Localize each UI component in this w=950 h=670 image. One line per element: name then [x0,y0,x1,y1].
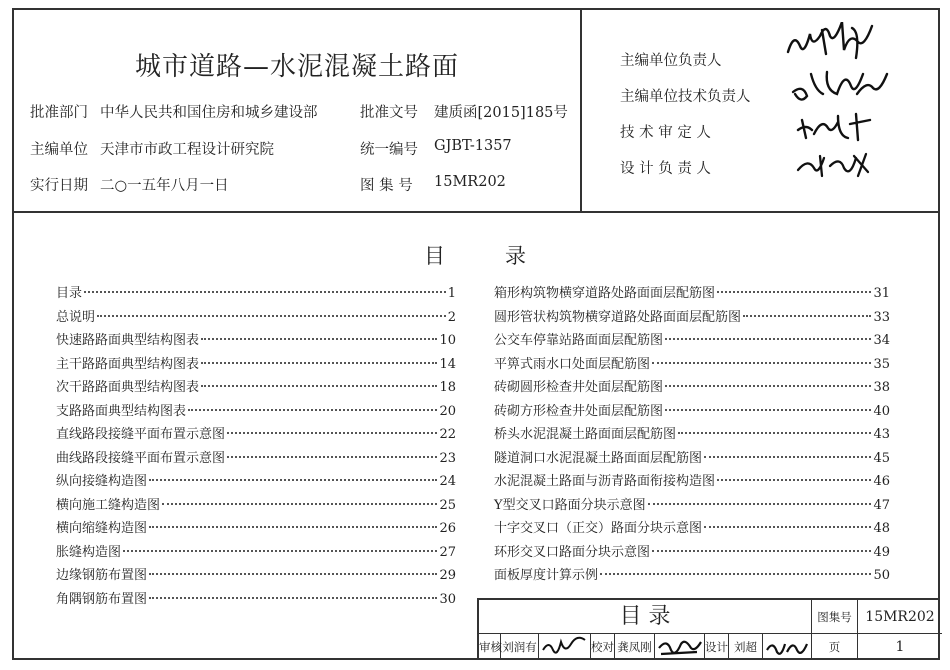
check-label: 校对 [591,634,615,660]
toc-dot-leader [665,385,871,387]
role-chief-unit-head: 主编单位负责人 [620,53,722,69]
toc-entry[interactable] [56,423,456,447]
toc-entry[interactable] [494,541,890,565]
toc-entry[interactable] [56,400,456,424]
toc-entry-page: 24 [439,474,456,489]
design-label: 设计 [705,634,729,660]
toc-entry[interactable] [56,564,456,588]
toc-entry-title: 纵向接缝构造图 [56,474,148,489]
design-name: 刘超 [729,634,763,660]
toc-dot-leader [201,338,437,340]
toc-entry-title: 边缘钢筋布置图 [56,568,148,583]
review-signature-cell [539,634,591,660]
toc-entry-title: 水泥混凝土路面与沥青路面衔接构造图 [494,474,716,489]
atlas-no-value-tb: 15MR202 [858,600,942,634]
handwritten-signature-4 [794,148,884,184]
toc-dot-leader [227,432,437,434]
toc-entry-page: 48 [873,521,890,536]
toc-entry-title: 胀缝构造图 [56,544,122,560]
toc-entry-title: 目录 [56,286,83,301]
toc-entry[interactable] [494,447,890,471]
toc-entry-page: 10 [439,333,456,348]
page-label: 页 [812,634,858,660]
toc-entry[interactable] [56,541,456,565]
title-block [477,598,940,660]
toc-dot-leader [652,550,871,552]
responsible-persons-panel [582,8,940,213]
toc-entry[interactable] [494,517,890,541]
toc-entry[interactable] [56,306,456,330]
toc-entry[interactable] [56,376,456,400]
toc-entry[interactable] [494,400,890,424]
toc-left-column [56,282,456,611]
atlas-no-label-tb: 图集号 [812,600,858,634]
toc-entry-page: 46 [873,474,890,489]
toc-dot-leader [704,456,871,458]
check-signature-cell [655,634,705,660]
review-signature [539,634,591,660]
toc-dot-leader [665,338,871,340]
approve-no-value: 建质函[2015]185号 [434,105,568,121]
toc-dot-leader [97,315,446,317]
toc-entry-page: 26 [439,521,456,536]
review-label: 审核 [479,634,501,660]
toc-entry-page: 25 [439,497,456,513]
toc-entry-title: 角隅钢筋布置图 [56,591,148,607]
toc-dot-leader [149,526,437,528]
toc-entry-title: 桥头水泥混凝土路面面层配筋图 [494,427,677,442]
toc-entry-page: 20 [439,403,456,419]
toc-entry-page: 49 [873,544,890,560]
toc-dot-leader [162,503,437,505]
toc-entry-title: 砖砌圆形检查井处面层配筋图 [494,380,664,395]
atlas-title: 城市道路—水泥混凝土路面 [134,52,459,82]
toc-entry-title: 隧道洞口水泥混凝土路面面层配筋图 [494,450,703,466]
atlas-no-value: 15MR202 [434,174,506,190]
toc-entry-page: 14 [439,356,456,372]
toc-right-column [494,282,890,588]
toc-dot-leader [149,597,437,599]
toc-entry-title: 总说明 [56,309,96,325]
toc-dot-leader [717,291,871,293]
toc-entry[interactable] [56,282,456,306]
toc-entry-page: 38 [873,380,890,395]
toc-dot-leader [652,362,871,364]
toc-entry-title: Y型交叉口路面分块示意图 [494,497,646,513]
toc-entry-page: 2 [447,309,456,325]
toc-dot-leader [678,432,871,434]
toc-entry-title: 环形交叉口路面分块示意图 [494,544,651,560]
toc-entry[interactable] [494,329,890,353]
toc-entry[interactable] [494,494,890,518]
toc-entry-page: 43 [873,427,890,442]
handwritten-signature-2 [787,64,897,108]
toc-entry-page: 18 [439,380,456,395]
role-design-head: 设 计 负 责 人 [620,161,711,177]
toc-entry-page: 31 [873,286,890,301]
unified-no-label: 统一编号 [360,142,418,158]
toc-entry-page: 47 [873,497,890,513]
toc-entry-title: 砖砌方形检查井处面层配筋图 [494,403,664,419]
toc-dot-leader [227,456,437,458]
design-signature [763,634,812,660]
role-technical-reviewer: 技 术 审 定 人 [620,125,711,141]
toc-entry[interactable] [494,353,890,377]
toc-entry-title: 横向施工缝构造图 [56,497,161,513]
toc-entry-title: 平箅式雨水口处面层配筋图 [494,356,651,372]
page-number: 1 [895,639,905,655]
toc-entry-title: 横向缩缝构造图 [56,521,148,536]
toc-dot-leader [84,291,446,293]
toc-entry-title: 支路路面典型结构图表 [56,403,187,419]
toc-dot-leader [600,573,871,575]
toc-entry[interactable] [56,494,456,518]
drawing-name: 目 录 [479,600,812,634]
toc-entry-title: 曲线路段接缝平面布置示意图 [56,450,226,466]
toc-entry-page: 35 [873,356,890,372]
atlas-no-label: 图 集 号 [360,178,413,194]
approve-no-label: 批准文号 [360,105,418,121]
toc-dot-leader [149,479,437,481]
toc-entry[interactable] [56,588,456,612]
toc-dot-leader [188,409,437,411]
editor-unit-value: 天津市市政工程设计研究院 [100,142,274,158]
toc-heading-char-2: 录 [505,244,526,268]
toc-dot-leader [717,479,871,481]
unified-no-value: GJBT-1357 [434,138,512,154]
role-chief-tech-head: 主编单位技术负责人 [620,89,751,105]
toc-entry[interactable] [494,470,890,494]
toc-dot-leader [123,550,437,552]
toc-entry-title: 次干路路面典型结构图表 [56,380,200,395]
toc-entry-page: 23 [439,450,456,466]
handwritten-signature-1 [782,22,892,66]
toc-entry-page: 40 [873,403,890,419]
toc-entry-title: 主干路路面典型结构图表 [56,356,200,372]
check-name: 龚凤刚 [615,634,655,660]
toc-dot-leader [743,315,871,317]
toc-entry[interactable] [56,517,456,541]
toc-entry[interactable] [494,376,890,400]
toc-entry[interactable] [494,564,890,588]
toc-entry[interactable] [56,353,456,377]
toc-dot-leader [201,385,437,387]
toc-entry[interactable] [56,470,456,494]
design-signature-cell [763,634,812,660]
toc-entry-title: 箱形构筑物横穿道路处路面面层配筋图 [494,286,716,301]
toc-entry-page: 50 [873,568,890,583]
toc-dot-leader [665,409,871,411]
toc-entry[interactable] [494,282,890,306]
toc-entry-page: 45 [873,450,890,466]
check-signature [655,634,705,660]
toc-dot-leader [149,573,437,575]
impl-date-label: 实行日期 [30,178,88,194]
toc-entry-title: 圆形管状构筑物横穿道路处路面面层配筋图 [494,309,742,325]
toc-entry[interactable] [56,447,456,471]
toc-entry-page: 22 [439,427,456,442]
toc-entry-page: 34 [873,333,890,348]
approve-dept-label: 批准部门 [30,105,88,121]
toc-entry-title: 面板厚度计算示例 [494,568,599,583]
toc-entry-page: 27 [439,544,456,560]
toc-entry-page: 33 [873,309,890,325]
approve-dept-value: 中华人民共和国住房和城乡建设部 [100,105,318,121]
toc-entry-title: 直线路段接缝平面布置示意图 [56,427,226,442]
toc-entry-title: 公交车停靠站路面面层配筋图 [494,333,664,348]
review-name: 刘润有 [501,634,539,660]
impl-date-value: 二○一五年八月一日 [100,178,229,194]
toc-entry-title: 十字交叉口（正交）路面分块示意图 [494,521,703,536]
toc-entry-page: 1 [447,286,456,301]
toc-dot-leader [704,526,871,528]
toc-entry[interactable] [56,329,456,353]
toc-entry-title: 快速路路面典型结构图表 [56,333,200,348]
toc-entry[interactable] [494,423,890,447]
toc-entry-page: 30 [439,591,456,607]
toc-entry-page: 29 [439,568,456,583]
toc-dot-leader [648,503,872,505]
toc-entry[interactable] [494,306,890,330]
toc-dot-leader [201,362,437,364]
header-info-panel [12,8,582,213]
toc-heading-char-1: 目 [424,244,445,268]
editor-unit-label: 主编单位 [30,142,88,158]
handwritten-signature-3 [794,110,884,146]
